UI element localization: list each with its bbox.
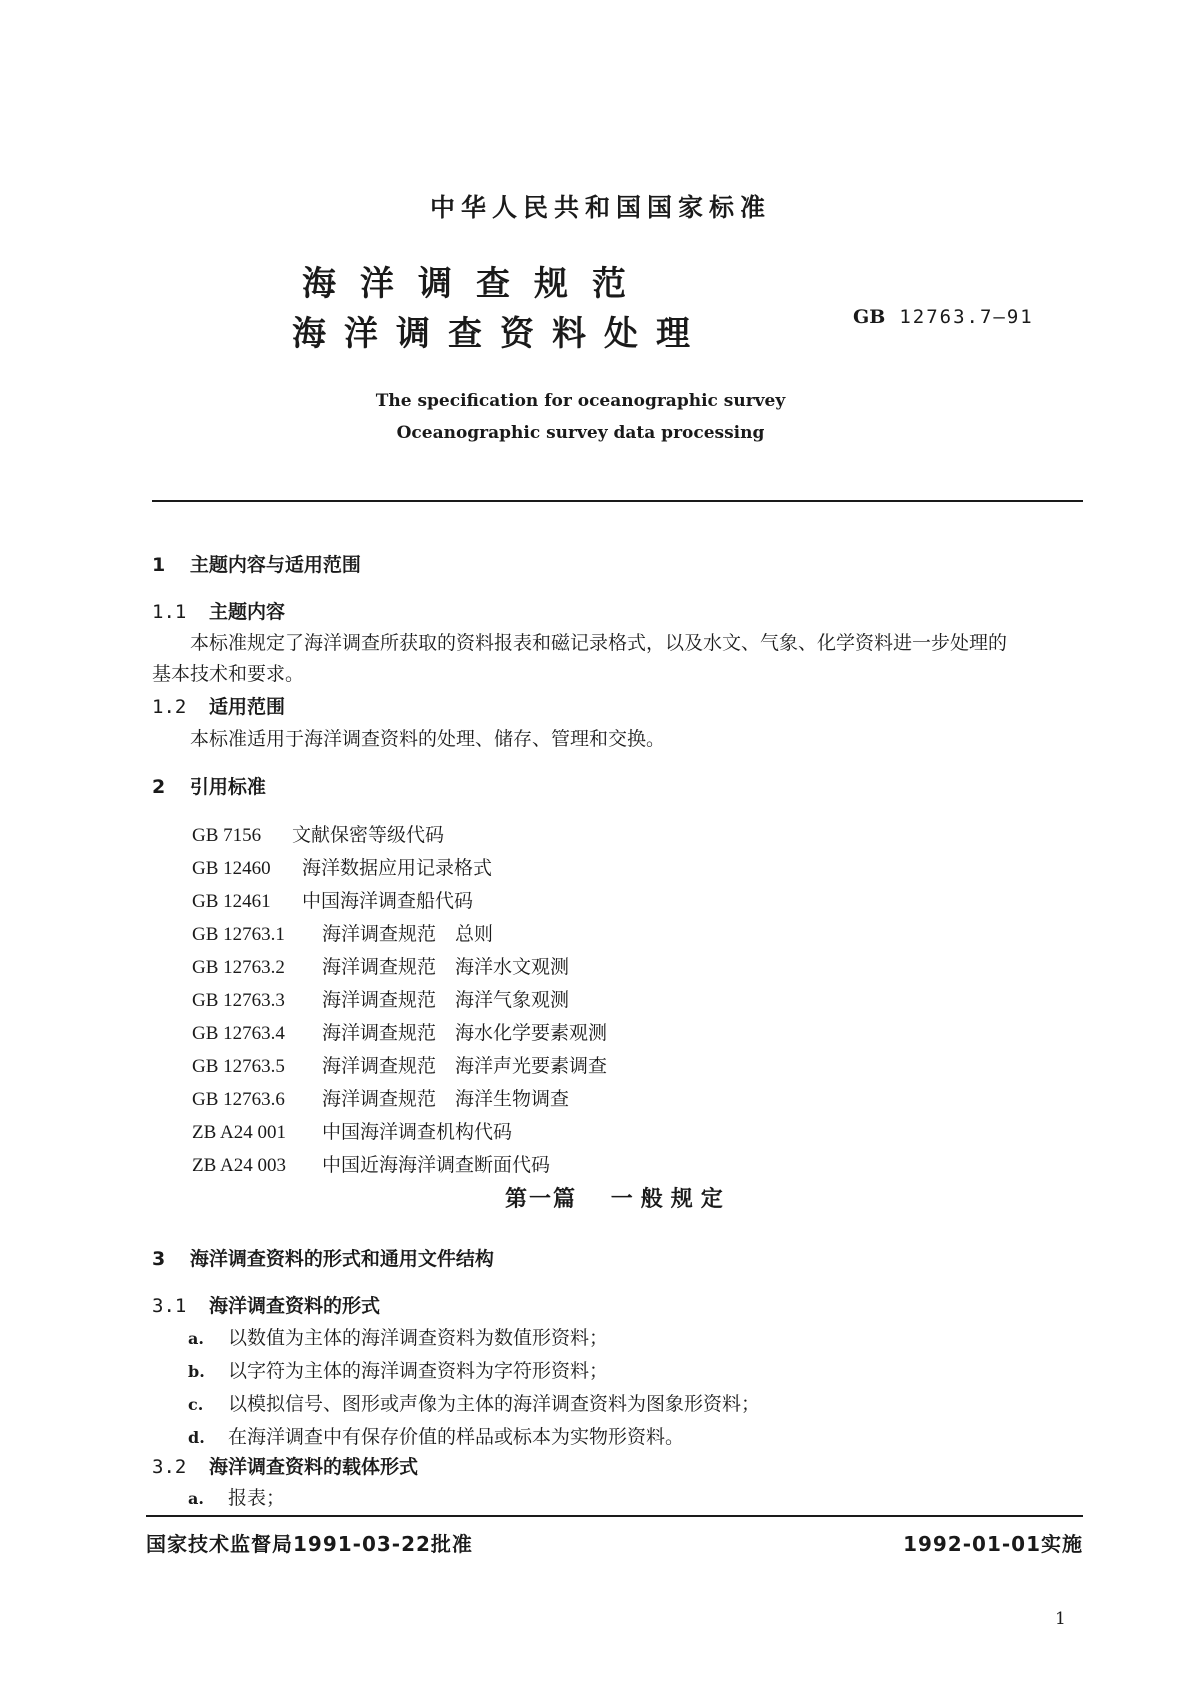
reference-code: GB 12460 [192, 858, 271, 879]
section-title: 海洋调查资料的载体形式 [208, 1456, 418, 1478]
reference-name: 中国海洋调查机构代码 [322, 1121, 513, 1143]
reference-item [192, 1083, 607, 1116]
reference-code: GB 12763.4 [192, 1023, 285, 1044]
list-text: 在海洋调查中有保存价值的样品或标本为实物形资料。 [228, 1426, 685, 1448]
list-text: 以字符为主体的海洋调查资料为字符形资料； [228, 1360, 609, 1382]
reference-name: 海洋调查规范 海洋声光要素调查 [322, 1055, 608, 1077]
section-number: 3.1 [152, 1295, 187, 1317]
reference-item [192, 852, 607, 885]
section-1-1-paragraph-line-2: 基本技术和要求。 [152, 663, 305, 685]
list-text: 报表； [228, 1487, 286, 1509]
list-marker: b. [188, 1362, 205, 1381]
section-1-1-heading [152, 597, 285, 624]
section-number: 3.2 [152, 1456, 187, 1478]
list-item [188, 1355, 760, 1388]
list-text: 以数值为主体的海洋调查资料为数值形资料； [228, 1327, 609, 1349]
list-marker: c. [188, 1395, 204, 1414]
english-title-2: Oceanographic survey data processing [396, 423, 765, 443]
section-1-2-paragraph: 本标准适用于海洋调查资料的处理、储存、管理和交换。 [190, 728, 666, 750]
section-number: 1.1 [152, 601, 187, 623]
reference-name: 海洋调查规范 海水化学要素观测 [322, 1022, 608, 1044]
list-marker: a. [188, 1329, 204, 1348]
reference-item [192, 918, 607, 951]
standard-code: 12763.7—91 [899, 306, 1034, 328]
standard-prefix: GB [853, 306, 886, 328]
section-title: 海洋调查资料的形式和通用文件结构 [189, 1248, 494, 1270]
reference-code: GB 12763.1 [192, 924, 285, 945]
reference-code: GB 12461 [192, 891, 271, 912]
effective-date: 1992-01-01实施 [903, 1532, 1083, 1556]
english-title-1: The specification for oceanographic survey [375, 391, 786, 411]
section-number: 1 [152, 554, 166, 576]
section-number: 2 [152, 776, 166, 798]
section-1-2-heading [152, 692, 285, 719]
referenced-standards-list [192, 819, 607, 1182]
section-1-heading [152, 550, 361, 577]
reference-name: 中国海洋调查船代码 [302, 890, 474, 912]
reference-name: 海洋调查规范 海洋生物调查 [322, 1088, 570, 1110]
reference-code: GB 12763.3 [192, 990, 285, 1011]
part-title: 一般规定 [610, 1187, 731, 1212]
section-title: 海洋调查资料的形式 [208, 1295, 380, 1317]
national-standard-heading: 中华人民共和国国家标准 [429, 193, 771, 222]
title-line-1: 海洋调查规范 [302, 264, 650, 304]
section-number: 3 [152, 1248, 166, 1270]
reference-code: GB 12763.6 [192, 1089, 285, 1110]
section-3-2-heading [152, 1452, 418, 1479]
section-1-1-paragraph-line-1: 本标准规定了海洋调查所获取的资料报表和磁记录格式，以及水文、气象、化学资料进一步处理的 [190, 632, 1008, 654]
reference-name: 文献保密等级代码 [292, 824, 445, 846]
reference-item [192, 1017, 607, 1050]
reference-code: GB 12763.2 [192, 957, 285, 978]
reference-name: 海洋调查规范 总则 [322, 923, 494, 945]
header-divider [152, 500, 1083, 502]
section-3-1-list [188, 1322, 760, 1454]
reference-item [192, 1149, 607, 1182]
part-1-heading [505, 1182, 731, 1213]
reference-item [192, 819, 607, 852]
reference-item [192, 1116, 607, 1149]
reference-code: ZB A24 003 [192, 1155, 286, 1176]
page-number: 1 [1055, 1609, 1066, 1629]
section-3-heading [152, 1244, 494, 1271]
reference-name: 中国近海海洋调查断面代码 [322, 1154, 551, 1176]
reference-code: ZB A24 001 [192, 1122, 286, 1143]
section-title: 主题内容 [208, 601, 285, 623]
reference-code: GB 7156 [192, 825, 262, 846]
reference-name: 海洋调查规范 海洋气象观测 [322, 989, 570, 1011]
list-marker: d. [188, 1428, 205, 1447]
reference-name: 海洋数据应用记录格式 [302, 857, 493, 879]
section-title: 主题内容与适用范围 [189, 554, 361, 576]
section-number: 1.2 [152, 696, 187, 718]
reference-code: GB 12763.5 [192, 1056, 285, 1077]
list-item [188, 1322, 760, 1355]
list-text: 以模拟信号、图形或声像为主体的海洋调查资料为图象形资料； [228, 1393, 761, 1415]
list-item [188, 1483, 285, 1510]
reference-item [192, 885, 607, 918]
list-item [188, 1421, 760, 1454]
reference-item [192, 951, 607, 984]
list-marker: a. [188, 1489, 204, 1508]
section-2-heading [152, 772, 266, 799]
reference-item [192, 1050, 607, 1083]
section-3-1-heading [152, 1291, 380, 1318]
title-line-2: 海洋调查资料处理 [292, 314, 708, 354]
part-label: 第一篇 [505, 1187, 578, 1212]
standard-number [853, 306, 1034, 328]
footer-divider [146, 1515, 1083, 1517]
reference-item [192, 984, 607, 1017]
section-title: 引用标准 [189, 776, 266, 798]
approval-date: 国家技术监督局1991-03-22批准 [146, 1532, 473, 1556]
list-item [188, 1388, 760, 1421]
reference-name: 海洋调查规范 海洋水文观测 [322, 956, 570, 978]
section-title: 适用范围 [208, 696, 285, 718]
